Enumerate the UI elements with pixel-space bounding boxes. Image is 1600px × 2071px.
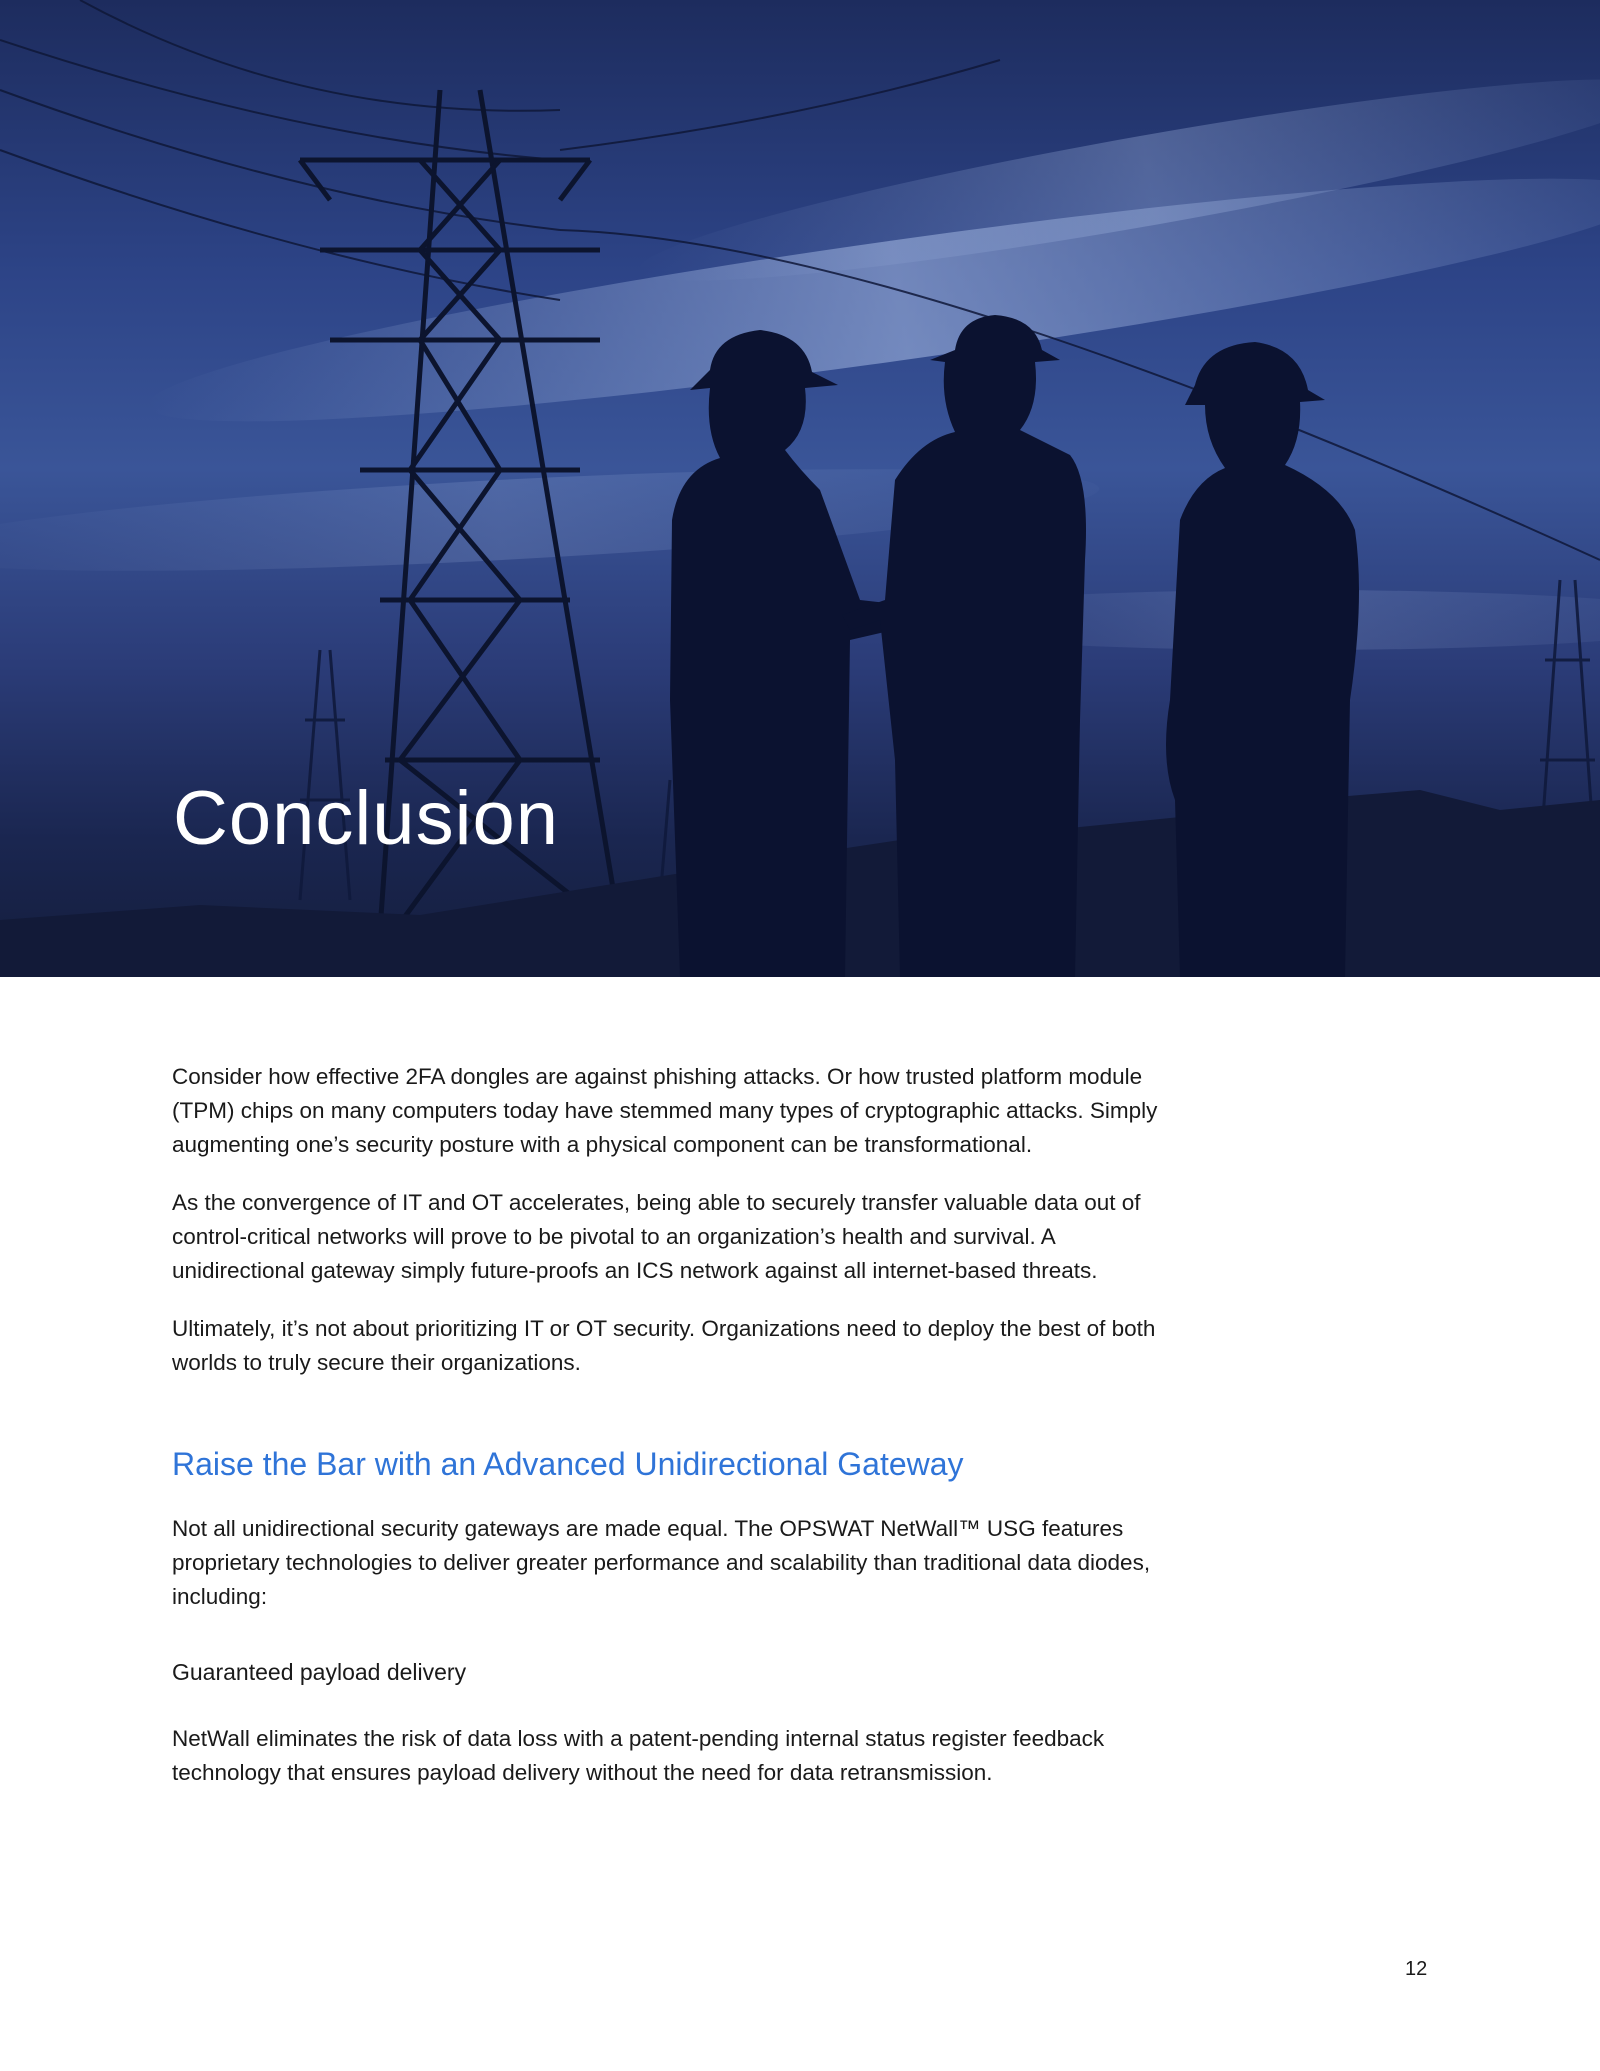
hero-banner <box>0 0 1600 977</box>
section-intro: Not all unidirectional security gateways are made equal. The OPSWAT NetWall™ USG features proprietary technologies to deliver greater performance and scalability than traditional data diodes, including: <box>172 1516 1151 1609</box>
subheading-description: NetWall eliminates the risk of data loss with a patent-pending internal status register feedback technology that ensures payload delivery without the need for data retransmission. <box>172 1726 1105 1785</box>
worker-silhouette <box>670 315 1359 977</box>
paragraph-convergence: As the convergence of IT and OT accelerates, being able to securely transfer valuable data out of control-critical networks will prove to be pivotal to an organization’s health and survival. A unidirectional gateway simply future-proofs an ICS network against all internet-based threats. <box>172 1190 1141 1283</box>
paragraph-intro: Consider how effective 2FA dongles are against phishing attacks. Or how trusted platform module (TPM) chips on many computers today have stemmed many types of cryptographic attacks. Simply augmenting one’s security posture with a physical component can be transformational. <box>172 1064 1158 1157</box>
page-number: 12 <box>1405 1958 1428 1980</box>
cloud-band <box>139 135 1600 465</box>
subheading-guaranteed-delivery: Guaranteed payload delivery <box>172 1659 467 1685</box>
paragraph-ultimately: Ultimately, it’s not about prioritizing IT or OT security. Organizations need to deploy the best of both worlds to truly secure their organizations. <box>172 1316 1156 1375</box>
page-title: Conclusion <box>173 776 559 861</box>
section-heading: Raise the Bar with an Advanced Unidirectional Gateway <box>172 1446 964 1482</box>
